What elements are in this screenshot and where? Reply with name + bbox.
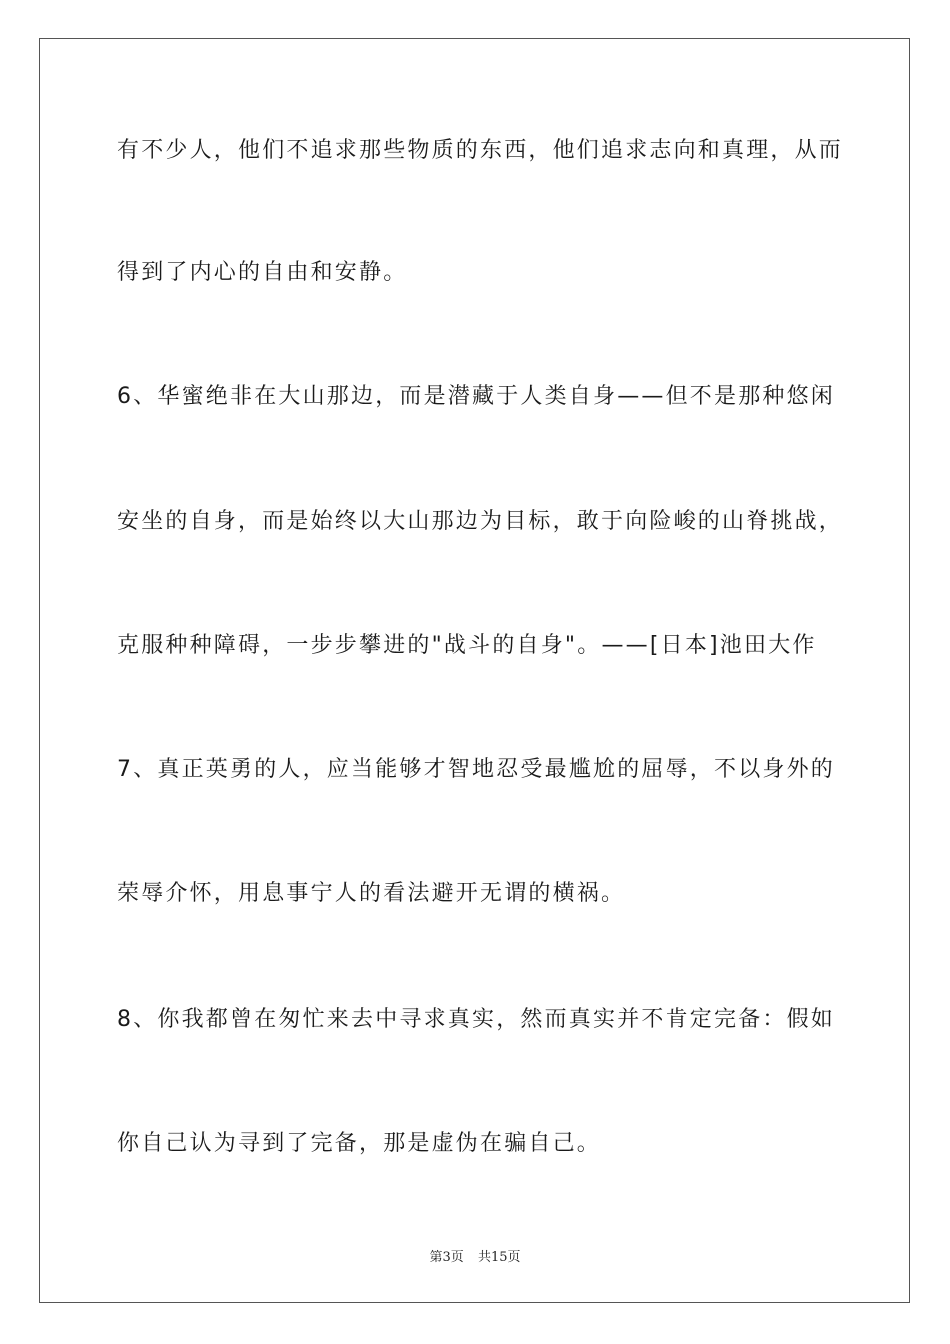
text-line-9: 你自己认为寻到了完备，那是虚伪在骗自己。 xyxy=(117,1131,602,1156)
text-line-3: 6、华蜜绝非在大山那边，而是潜藏于人类自身——但不是那种悠闲 xyxy=(117,384,835,409)
text-line-1: 有不少人，他们不追求那些物质的东西，他们追求志向和真理，从而 xyxy=(117,138,844,163)
text-line-6: 7、真正英勇的人，应当能够才智地忍受最尴尬的屈辱，不以身外的 xyxy=(117,757,835,782)
page-border xyxy=(39,38,910,1303)
page-number: 第3页 xyxy=(429,1250,464,1265)
text-line-4: 安坐的自身，而是始终以大山那边为目标，敢于向险峻的山脊挑战， xyxy=(117,509,844,534)
page-footer xyxy=(0,1246,950,1265)
text-line-2: 得到了内心的自由和安静。 xyxy=(117,260,408,285)
text-line-8: 8、你我都曾在匆忙来去中寻求真实，然而真实并不肯定完备：假如 xyxy=(117,1007,835,1032)
text-line-5: 克服种种障碍，一步步攀进的"战斗的自身"。——[日本]池田大作 xyxy=(117,633,817,658)
text-line-7: 荣辱介怀，用息事宁人的看法避开无谓的横祸。 xyxy=(117,881,626,906)
total-pages: 共15页 xyxy=(477,1250,521,1265)
